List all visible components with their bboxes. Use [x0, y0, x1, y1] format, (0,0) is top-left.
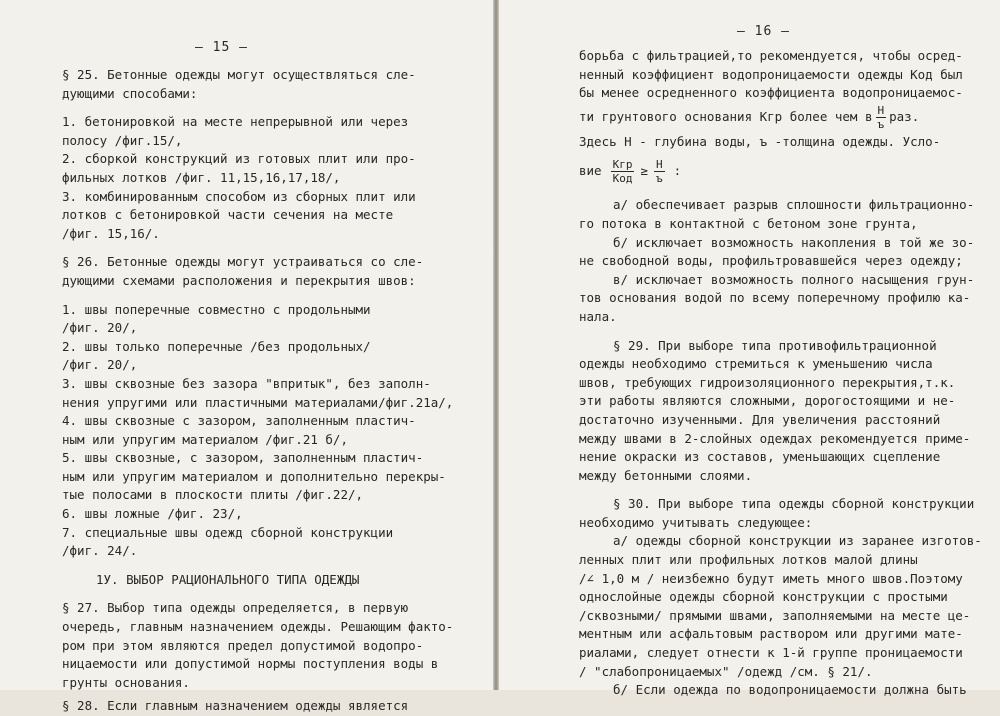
ratio-line — [579, 103, 974, 133]
text-line: ментным или асфальтовым раствором или другими мате- — [579, 626, 963, 642]
text-line: ницаемости или допустимой нормы поступления воды в — [62, 656, 439, 672]
text-line: /∠ 1,0 м / неизбежно будут иметь много швов.Поэтому — [579, 570, 963, 586]
text-line: 7. специальные швы одежд сборной конструкции — [62, 524, 394, 540]
text-line: тые полосами в плоскости плиты /фиг.22/, — [62, 487, 364, 503]
page-number-16: — 16 — — [737, 24, 790, 39]
text-line: § 25. Бетонные одежды могут осуществляться сле- — [62, 67, 416, 82]
text-line: § 30. При выборе типа одежды сборной конструкции — [613, 496, 975, 512]
text-line: ром при этом являются предел допустимой водопро- — [62, 637, 424, 653]
text-line: в/ исключает возможность полного насыщения грун- — [613, 271, 975, 287]
section-heading: 1У. ВЫБОР РАЦИОНАЛЬНОГО ТИПА ОДЕЖДЫ — [96, 571, 360, 587]
text-line: § 28. Если главным назначением одежды является — [62, 698, 409, 714]
text-line: 3. швы сквозные без зазора "впритык", без заполн- — [62, 375, 431, 391]
text-line: 2. швы только поперечные /без продольных/ — [62, 338, 371, 354]
text-line: дующими способами: — [62, 85, 198, 101]
text-fragment: ти грунтового основания Kгр более чем в — [579, 109, 873, 125]
fraction-denominator: Kод — [612, 171, 633, 185]
text-line: 3. комбинированным способом из сборных плит или — [62, 188, 416, 204]
text-line: между швами в 2-слойных одеждах рекомендуется приме- — [579, 430, 971, 446]
text-line: одежды необходимо стремиться к уменьшению числа — [579, 356, 933, 372]
text-line: 4. швы сквозные с зазором, заполненным пластич- — [62, 413, 416, 429]
text-line: нения упругими или пластичными материалами/фиг.21а/, — [62, 394, 454, 410]
text-line: очередь, главным назначением одежды. Решающим факто- — [62, 619, 454, 635]
text-line: / "слабопроницаемых" /одежд /см. § 21/. — [579, 663, 873, 679]
text-line: борьба с фильтрацией,то рекомендуется, чтобы осред- — [579, 48, 963, 63]
condition-formula — [579, 151, 974, 191]
left-page-body — [62, 66, 454, 716]
page-number-15: — 15 — — [195, 40, 248, 55]
fraction-denominator: ъ — [655, 171, 663, 185]
right-page — [499, 0, 1000, 698]
right-page-body — [579, 47, 982, 700]
text-line: грунты основания. — [62, 674, 190, 690]
text-line: а/ одежды сборной конструкции из заранее изготов- — [613, 533, 982, 549]
text-line: полосу /фиг.15/, — [62, 132, 183, 148]
text-line: /фиг. 15,16/. — [62, 225, 160, 241]
comparison-operator: ≥ — [640, 163, 648, 179]
text-line: риалами, следует отнести к 1-й группе проницаемости — [579, 645, 963, 661]
text-line: швов, требующих гидроизоляционного перекрытия,т.к. — [579, 374, 956, 390]
fraction-numerator: Kгр — [612, 157, 633, 171]
left-page — [0, 0, 493, 714]
text-line: эти работы являются сложными, дорогостоящими и не- — [579, 393, 956, 409]
text-line: /сквозными/ прямыми швами, заполняемыми на месте це- — [579, 607, 971, 623]
text-line: /фиг. 20/, — [62, 320, 138, 336]
text-line: ным или упругим материалом /фиг.21 б/, — [62, 431, 348, 447]
text-line: между бетонными слоями. — [579, 467, 753, 483]
fraction-kgr-over-kod — [611, 158, 635, 185]
fraction-h-over-b — [654, 158, 665, 185]
text-line: § 26. Бетонные одежды могут устраиваться со сле- — [62, 254, 424, 270]
text-line: достаточно изученными. Для увеличения расстояний — [579, 411, 941, 427]
text-line: необходимо учитывать следующее: — [579, 514, 813, 530]
text-line: /фиг. 20/, — [62, 357, 138, 373]
text-line: тов основания водой по всему поперечному профилю ка- — [579, 290, 971, 306]
text-line: Здесь H - глубина воды, ъ -толщина одежды. Усло- — [579, 133, 941, 149]
text-line: нение окраски из составов, уменьшающих сцепление — [579, 449, 941, 465]
text-line: 2. сборкой конструкций из готовых плит или про- — [62, 151, 416, 167]
text-line: а/ обеспечивает разрыв сплошности фильтрационно- — [613, 197, 975, 213]
text-fragment: раз. — [889, 109, 920, 125]
text-line: 6. швы ложные /фиг. 23/, — [62, 506, 243, 522]
text-line: однослойные одежды сборной конструкции с простыми — [579, 589, 948, 605]
text-line: не свободной воды, профильтровавшейся через одежду; — [579, 253, 963, 269]
text-line: ненный коэффициент водопроницаемости одежды Kод был — [579, 66, 963, 82]
text-line: дующими схемами расположения и перекрытия швов: — [62, 272, 416, 288]
text-line: лотков с бетонировкой части сечения на месте — [62, 207, 394, 223]
text-fragment: вие — [579, 163, 602, 179]
text-line: 1. швы поперечные совместно с продольными — [62, 301, 371, 317]
text-line: бы менее осредненного коэффициента водопроницаемос- — [579, 85, 963, 101]
fraction-denominator: ъ — [877, 118, 885, 132]
fraction-numerator: H — [877, 104, 885, 118]
text-line: нала. — [579, 308, 617, 324]
text-line: 1. бетонировкой на месте непрерывной или через — [62, 114, 409, 130]
text-line: фильных лотков /фиг. 11,15,16,17,18/, — [62, 169, 341, 185]
text-line: 5. швы сквозные, с зазором, заполненным пластич- — [62, 450, 424, 466]
text-line: б/ Если одежда по водопроницаемости должна быть — [613, 682, 967, 698]
text-line: ным или упругим материалом и дополнительно перекры- — [62, 468, 446, 484]
text-line: б/ исключает возможность накопления в той же зо- — [613, 234, 975, 250]
fraction-numerator: H — [655, 157, 663, 171]
text-line: /фиг. 24/. — [62, 543, 138, 559]
text-line: ленных плит или профильных лотков малой длины — [579, 552, 918, 568]
text-line: § 29. При выборе типа противофильтрационной — [613, 337, 937, 353]
text-line: § 27. Выбор типа одежды определяется, в первую — [62, 600, 409, 616]
fraction-h-over-b — [876, 104, 887, 131]
text-fragment: : — [673, 163, 682, 179]
text-line: го потока в контактной с бетоном зоне грунта, — [579, 215, 918, 231]
